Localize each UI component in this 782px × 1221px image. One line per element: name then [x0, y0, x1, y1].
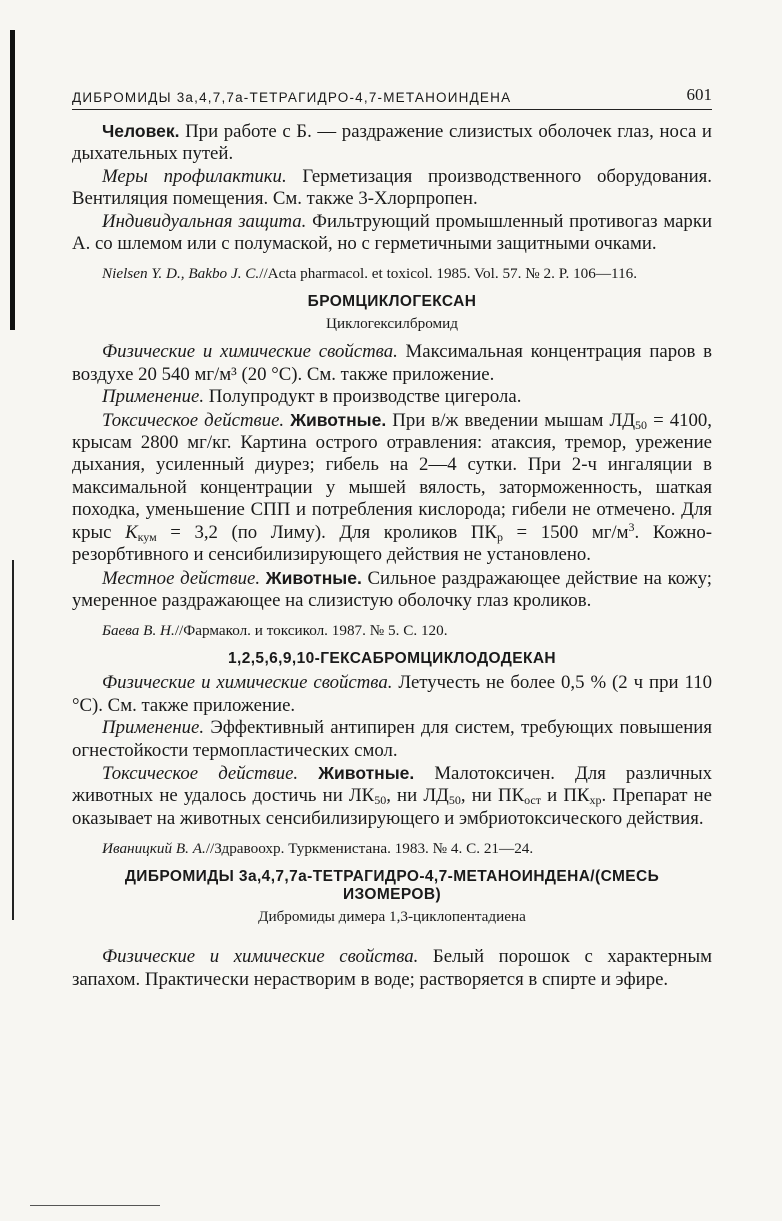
paragraph-properties [72, 946, 712, 991]
scan-margin-mark-lower [12, 560, 14, 920]
reference-source: //Фармакол. и токсикол. 1987. № 5. С. 120. [174, 622, 448, 640]
text-fragment: . Препарат не оказывает на животных сенсибилизирующего и эмбриотоксического действия. [72, 785, 712, 829]
paragraph-protection [72, 211, 712, 256]
reference-authors: Иваницкий В. А. [102, 840, 206, 858]
superscript: 3 [628, 519, 635, 534]
text-fragment: Малотоксичен. Для различных животных не удалось достичь ни ЛК [72, 762, 713, 807]
reference-authors: Nielsen Y. D., Bakbo J. C. [102, 265, 260, 283]
paragraph-properties [72, 672, 712, 717]
paragraph-text: Герметизация производственного оборудования. Вентиляция помещения. См. также 3-Хлорпропен. [72, 165, 712, 210]
page-number: 601 [686, 85, 712, 104]
paragraph-prevention [72, 166, 712, 211]
text-fragment: = 4100, крысам 2800 мг/кг. Картина острого отравления: атаксия, тремор, урежение дыхания, усиленный диурез; гибель на 2—4 сутки. При 2-ч ингаляции в максимальной концентрации у мышей вялость, заторможенность, шаткая походка, уменьшение СПП и потребления кислорода; гибели не отмечено. Для крыс [72, 409, 712, 543]
reference-source: //Acta pharmacol. et toxicol. 1985. Vol. 57. № 2. P. 106—116. [259, 265, 638, 283]
section-synonym: Циклогексилбромид [326, 315, 458, 333]
section-synonym: Дибромиды димера 1,3-циклопентадиена [258, 908, 526, 926]
paragraph-text: Летучесть не более 0,5 % (2 ч при 110 °С). См. также приложение. [72, 672, 712, 716]
subscript: 50 [635, 417, 648, 432]
text-fragment: и ПК [540, 785, 590, 807]
subscript: 50 [448, 793, 461, 808]
paragraph-text: Фильтрующий промышленный противогаз марки А. со шлемом или с полумаской, но с герметичными защитными очками. [72, 210, 712, 255]
text-fragment: = 3,2 (по Лиму). Для кроликов ПК [156, 521, 497, 543]
symbol-k: K [125, 521, 138, 543]
paragraph-application [72, 386, 712, 408]
lead-toxic: Токсическое действие. [102, 762, 299, 784]
paragraph-local [72, 567, 712, 613]
lead-toxic: Токсическое действие. [102, 409, 285, 431]
running-header [72, 85, 712, 110]
reference-authors: Баева В. Н. [102, 622, 175, 640]
lead-local: Местное действие. [102, 567, 261, 589]
paragraph-toxic [72, 762, 712, 830]
text-fragment: , ни ПК [460, 785, 525, 807]
lead-protection: Индивидуальная защита. [102, 210, 307, 232]
reference [72, 839, 712, 858]
scan-margin-mark [10, 30, 15, 330]
section-title-cont: ИЗОМЕРОВ) [342, 886, 442, 904]
reference [72, 621, 712, 640]
lead-animals: Животные. [290, 409, 387, 430]
reference-source: //Здравоохр. Туркменистана. 1983. № 4. С. 21—24. [205, 840, 534, 858]
running-title: ДИБРОМИДЫ 3а,4,7,7а-ТЕТРАГИДРО-4,7-МЕТАНОИНДЕНА [72, 90, 512, 105]
section-title: 1,2,5,6,9,10-ГЕКСАБРОМЦИКЛОДОДЕКАН [227, 650, 557, 668]
paragraph-toxic [72, 409, 712, 567]
text-fragment: = 1500 мг/м [502, 521, 629, 543]
paragraph-text: Полупродукт в производстве цигерола. [204, 386, 522, 408]
text-fragment: , ни ЛД [386, 785, 449, 807]
section-title: ДИБРОМИДЫ 3а,4,7,7а-ТЕТРАГИДРО-4,7-МЕТАНОИНДЕНА/(СМЕСЬ [124, 868, 660, 886]
subscript: кум [137, 529, 157, 544]
lead-prevention: Меры профилактики. [102, 165, 287, 187]
paragraph-properties [72, 341, 712, 386]
page-bottom-rule [30, 1205, 160, 1206]
paragraph-text: Максимальная концентрация паров в воздухе 20 540 мг/м³ (20 °С). См. также приложение. [72, 341, 712, 385]
lead-properties: Физические и химические свойства. [102, 341, 398, 363]
paragraph-human [72, 120, 712, 166]
lead-properties: Физические и химические свойства. [102, 672, 393, 694]
lead-application: Применение. [102, 717, 205, 739]
text-fragment: При в/ж введении мышам ЛД [386, 409, 636, 431]
spacer [72, 934, 712, 946]
paragraph-application [72, 717, 712, 762]
section-title: БРОМЦИКЛОГЕКСАН [307, 293, 477, 311]
subscript: хр [589, 793, 602, 808]
paragraph-text: Эффективный антипирен для систем, требующих повышения огнестойкости термопластических смол. [72, 717, 712, 761]
lead-human: Человек. [102, 121, 180, 141]
page [72, 85, 712, 991]
subscript: р [496, 529, 503, 544]
lead-animals: Животные. [318, 762, 415, 783]
reference [72, 264, 712, 283]
lead-animals: Животные. [265, 567, 362, 588]
text-fragment: . Кожно-резорбтивного и сенсибилизирующего действия не установлено. [72, 521, 713, 566]
paragraph-text: При работе с Б. — раздражение слизистых оболочек глаз, носа и дыхательных путей. [72, 121, 712, 165]
lead-application: Применение. [102, 386, 205, 408]
paragraph-text: Белый порошок с характерным запахом. Практически нерастворим в воде; растворяется в спирте и эфире. [72, 946, 712, 990]
lead-properties: Физические и химические свойства. [102, 946, 419, 968]
paragraph-text: Сильное раздражающее действие на кожу; умеренное раздражающее на слизистую оболочку глаз кроликов. [72, 567, 713, 611]
subscript: ост [524, 793, 541, 808]
subscript: 50 [374, 793, 387, 808]
